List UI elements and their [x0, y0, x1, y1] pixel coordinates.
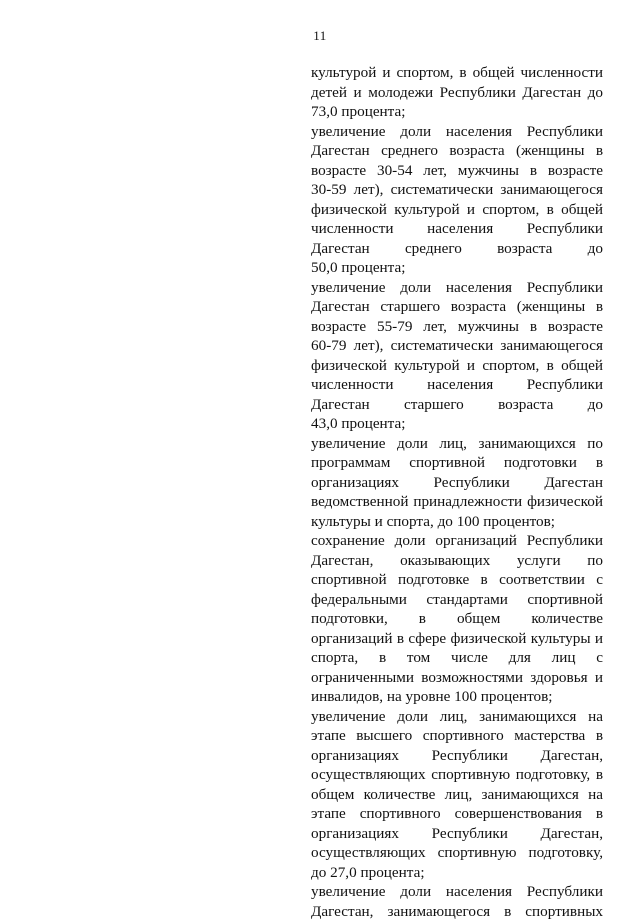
- text-line: физической культурой и спортом, в общей: [311, 356, 603, 376]
- text-line: ведомственной принадлежности физической: [311, 492, 603, 512]
- text-line: Дагестан среднего возраста (женщины в: [311, 141, 603, 161]
- text-line: увеличение доли населения Республики: [311, 122, 603, 142]
- text-line: инвалидов, на уровне 100 процентов;: [311, 687, 603, 707]
- text-line: организаций в сфере физической культуры и: [311, 629, 603, 649]
- text-line: этапе спортивного совершенствования в: [311, 804, 603, 824]
- text-line: ограниченными возможностями здоровья и: [311, 668, 603, 688]
- text-line: спортивной подготовке в соответствии с: [311, 570, 603, 590]
- text-line: подготовки, в общем количестве: [311, 609, 603, 629]
- text-line: сохранение доли организаций Республики: [311, 531, 603, 551]
- text-line: 30-59 лет), систематически занимающегося: [311, 180, 603, 200]
- text-line: этапе высшего спортивного мастерства в: [311, 726, 603, 746]
- text-line: возрасте 30-54 лет, мужчины в возрасте: [311, 161, 603, 181]
- text-line: возрасте 55-79 лет, мужчины в возрасте: [311, 317, 603, 337]
- text-line: 73,0 процента;: [311, 102, 603, 122]
- text-line: увеличение доли населения Республики: [311, 882, 603, 902]
- text-line: организациях Республики Дагестан: [311, 473, 603, 493]
- text-line: физической культурой и спортом, в общей: [311, 200, 603, 220]
- text-line: Дагестан среднего возраста до: [311, 239, 603, 259]
- body-text: [311, 63, 603, 921]
- text-line: осуществляющих спортивную подготовку, в: [311, 765, 603, 785]
- text-line: культуры и спорта, до 100 процентов;: [311, 512, 603, 532]
- text-line: Дагестан, занимающегося в спортивных: [311, 902, 603, 921]
- page-number: 11: [0, 28, 640, 44]
- text-line: до 27,0 процента;: [311, 863, 603, 883]
- text-line: культурой и спортом, в общей численности: [311, 63, 603, 83]
- text-line: 60-79 лет), систематически занимающегося: [311, 336, 603, 356]
- text-line: 50,0 процента;: [311, 258, 603, 278]
- text-line: Дагестан, оказывающих услуги по: [311, 551, 603, 571]
- text-line: Дагестан старшего возраста (женщины в: [311, 297, 603, 317]
- text-line: детей и молодежи Республики Дагестан до: [311, 83, 603, 103]
- text-line: численности населения Республики: [311, 219, 603, 239]
- text-line: увеличение доли населения Республики: [311, 278, 603, 298]
- text-line: общем количестве лиц, занимающихся на: [311, 785, 603, 805]
- text-line: программам спортивной подготовки в: [311, 453, 603, 473]
- text-line: 43,0 процента;: [311, 414, 603, 434]
- text-line: федеральными стандартами спортивной: [311, 590, 603, 610]
- text-line: организациях Республики Дагестан,: [311, 824, 603, 844]
- text-line: организациях Республики Дагестан,: [311, 746, 603, 766]
- text-line: Дагестан старшего возраста до: [311, 395, 603, 415]
- text-line: увеличение доли лиц, занимающихся на: [311, 707, 603, 727]
- text-line: увеличение доли лиц, занимающихся по: [311, 434, 603, 454]
- text-line: спорта, в том числе для лиц с: [311, 648, 603, 668]
- text-line: осуществляющих спортивную подготовку,: [311, 843, 603, 863]
- text-line: численности населения Республики: [311, 375, 603, 395]
